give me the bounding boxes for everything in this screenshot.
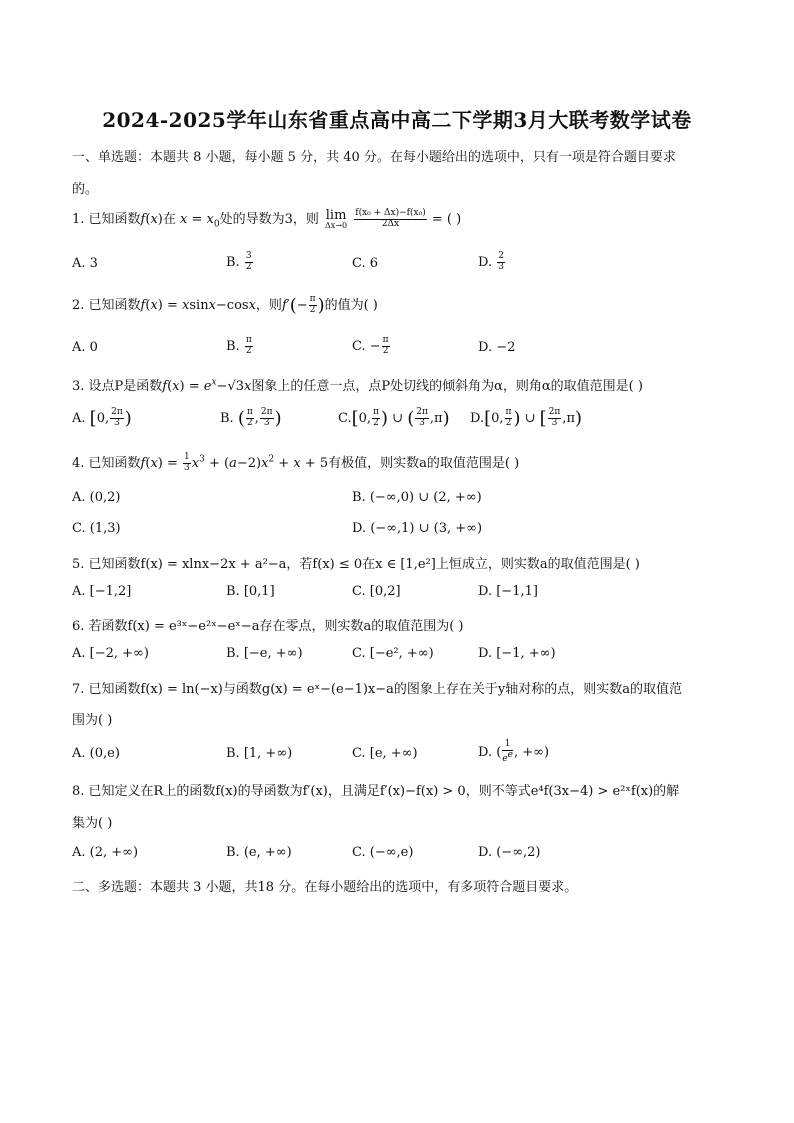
- q6-option-b: B. [−e, +∞): [226, 646, 303, 661]
- question-8-cont: 集为( ): [72, 816, 113, 831]
- question-5: 5. 已知函数f(x) = xlnx−2x + a²−a，若f(x) ≤ 0在x ∈ [1,e²]上恒成立，则实数a的取值范围是( ): [72, 557, 640, 572]
- q7-option-c: C. [e, +∞): [352, 746, 418, 761]
- q2-option-a: A. 0: [72, 340, 98, 355]
- q5-option-a: A. [−1,2]: [72, 584, 132, 599]
- q5-option-b: B. [0,1]: [226, 584, 275, 599]
- q4-option-d: D. (−∞,1) ∪ (3, +∞): [352, 521, 483, 536]
- question-7: 7. 已知函数f(x) = ln(−x)与函数g(x) = eˣ−(e−1)x−a的图象上存在关于y轴对称的点，则实数a的取值范: [72, 682, 682, 697]
- q4-option-a: A. (0,2): [72, 490, 121, 505]
- q8-option-d: D. (−∞,2): [478, 845, 541, 860]
- page-title: 2024-2025学年山东省重点高中高二下学期3月大联考数学试卷: [102, 108, 692, 132]
- limit-symbol: lim Δx→0: [325, 208, 348, 230]
- question-1: 1. 已知函数f(x)在 $x = x_0$处的导数为3，则 lim Δx→0 $\frac{\text{f(x₀ + Δx)−f(x₀)}}{2\Delta x}$ = ( ): [72, 208, 462, 230]
- question-4: 4. 已知函数f(x) = $\frac{1}{3}$ $x^3 + (a-2)x^2 + x + 5$有极值，则实数a的取值范围是( ): [72, 452, 520, 473]
- q7-option-a: A. (0,e): [72, 746, 120, 761]
- q7-option-d: D. ( $\frac{1}{e^e}$ , +∞): [478, 739, 550, 764]
- q2-option-b: B. $\frac{\pi}{2}$: [226, 335, 252, 356]
- question-3: 3. 设点P是函数$f(x) = e^x-√3x$图象上的任意一点，点P处切线的倾斜角为α，则角α的取值范围是( ): [72, 377, 643, 394]
- question-7-cont: 围为( ): [72, 713, 113, 728]
- q3-option-a: A. [0, $\frac{2\pi}{3}$ ): [72, 407, 132, 429]
- q1-option-b: B. $\frac{3}{2}$: [226, 251, 252, 272]
- q6-option-c: C. [−e², +∞): [352, 646, 434, 661]
- section-one-heading-cont: 的。: [72, 182, 99, 197]
- q1-option-a: A. 3: [72, 256, 98, 271]
- q6-option-d: D. [−1, +∞): [478, 646, 556, 661]
- q7-option-b: B. [1, +∞): [226, 746, 293, 761]
- q4-option-c: C. (1,3): [72, 521, 121, 536]
- section-one-heading: 一、单选题：本题共 8 小题，每小题 5 分，共 40 分。在每小题给出的选项中，只有一项是符合题目要求: [72, 150, 676, 165]
- q1-option-c: C. 6: [352, 256, 379, 271]
- q8-option-b: B. (e, +∞): [226, 845, 292, 860]
- section-two-heading: 二、多选题：本题共 3 小题，共18 分。在每小题给出的选项中，有多项符合题目要求。: [72, 880, 578, 895]
- q6-option-a: A. [−2, +∞): [72, 646, 149, 661]
- q5-option-d: D. [−1,1]: [478, 584, 538, 599]
- q2-option-c: C. − $\frac{\pi}{2}$: [352, 335, 389, 356]
- q2-option-d: D. −2: [478, 340, 516, 355]
- q8-option-a: A. (2, +∞): [72, 845, 139, 860]
- q4-option-b: B. (−∞,0) ∪ (2, +∞): [352, 490, 482, 505]
- question-2: 2. 已知函数f(x) = xsinx−cosx，则f′(− $\frac{\pi}{2}$ )的值为( ): [72, 294, 378, 316]
- limit-fraction: $\frac{\text{f(x₀ + Δx)−f(x₀)}}{2\Delta x}$: [355, 208, 426, 229]
- question-8: 8. 已知定义在R上的函数f(x)的导函数为f′(x)，且满足f′(x)−f(x) > 0，则不等式e⁴f(3x−4) > e²ˣf(x)的解: [72, 784, 680, 799]
- q3-option-d: D.[0, $\frac{\pi}{2}$ ) ∪ [ $\frac{2\pi}{3}$ ,π): [470, 407, 583, 429]
- q1-option-d: D. $\frac{2}{3}$: [478, 251, 504, 272]
- q8-option-c: C. (−∞,e): [352, 845, 414, 860]
- q3-option-c: C.[0, $\frac{\pi}{2}$ ) ∪ ( $\frac{2\pi}{3}$ ,π): [338, 407, 450, 429]
- question-6: 6. 若函数f(x) = e³ˣ−e²ˣ−eˣ−a存在零点，则实数a的取值范围为( ): [72, 619, 464, 634]
- q3-option-b: B. ( $\frac{\pi}{2}$ , $\frac{2\pi}{3}$ ): [220, 407, 282, 429]
- q5-option-c: C. [0,2]: [352, 584, 401, 599]
